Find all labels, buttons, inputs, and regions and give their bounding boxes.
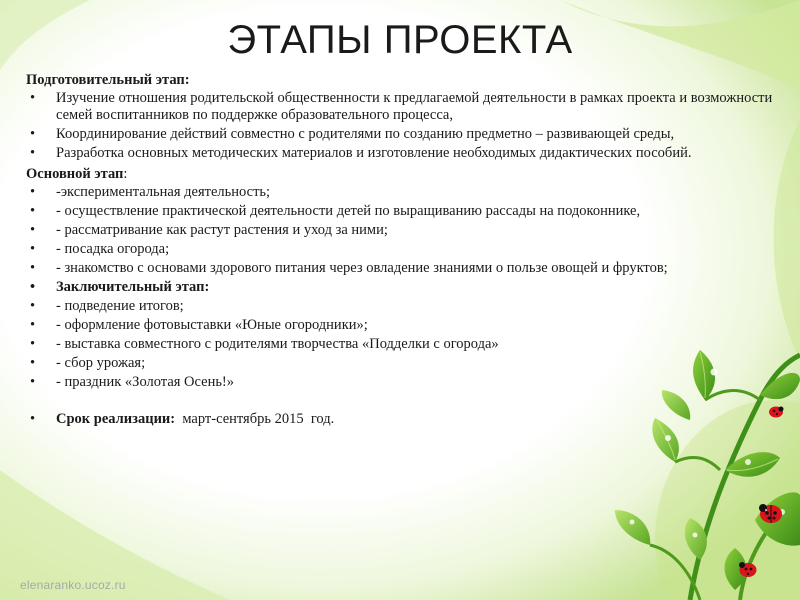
- section-heading-final: • Заключительный этап:: [26, 279, 774, 296]
- main-list: [26, 184, 774, 391]
- list-item: • - посадка огорода;: [26, 241, 774, 258]
- term-value: март-сентябрь 2015 год.: [175, 411, 335, 427]
- list-item: • Изучение отношения родительской общественности к предлагаемой деятельности в рамках проекта и возможности семей воспитанников по поддержке образовательного процесса,: [26, 90, 774, 124]
- list-item: • - знакомство с основами здорового питания через овладение знаниями о пользе овощей и фруктов;: [26, 260, 774, 277]
- list-item: • Разработка основных методических материалов и изготовление необходимых дидактических пособий.: [26, 145, 774, 162]
- term-list: [26, 411, 774, 428]
- section-heading-label: Подготовительный этап:: [26, 72, 190, 88]
- list-item: • - подведение итогов;: [26, 298, 774, 315]
- list-item: • - праздник «Золотая Осень!»: [26, 374, 774, 391]
- section-heading-main: [26, 166, 774, 183]
- term-label: Срок реализации:: [56, 411, 176, 427]
- list-item: • - сбор урожая;: [26, 355, 774, 372]
- slide-content: [26, 72, 774, 430]
- section-heading-label: Основной этап: [26, 166, 124, 182]
- spacer: [26, 393, 774, 411]
- list-item: • - рассматривание как растут растения и уход за ними;: [26, 222, 774, 239]
- list-item: • - осуществление практической деятельности детей по выращиванию рассады на подоконнике,: [26, 203, 774, 220]
- implementation-term: [26, 411, 774, 428]
- section-heading-suffix: :: [123, 166, 128, 182]
- ladybug-icon: [758, 502, 784, 524]
- list-item: • - оформление фотовыставки «Юные огородники»;: [26, 317, 774, 334]
- list-item: • -экспериментальная деятельность;: [26, 184, 774, 201]
- preparatory-list: [26, 90, 774, 162]
- slide-title: ЭТАПЫ ПРОЕКТА: [227, 18, 573, 62]
- section-heading-preparatory: [26, 72, 774, 89]
- site-watermark: elenaranko.ucoz.ru: [20, 578, 126, 592]
- list-item: • - выставка совместного с родителями творчества «Подделки с огорода»: [26, 336, 774, 353]
- list-item: • Координирование действий совместно с родителями по созданию предметно – развивающей среды,: [26, 126, 774, 143]
- ladybug-icon: [738, 560, 758, 578]
